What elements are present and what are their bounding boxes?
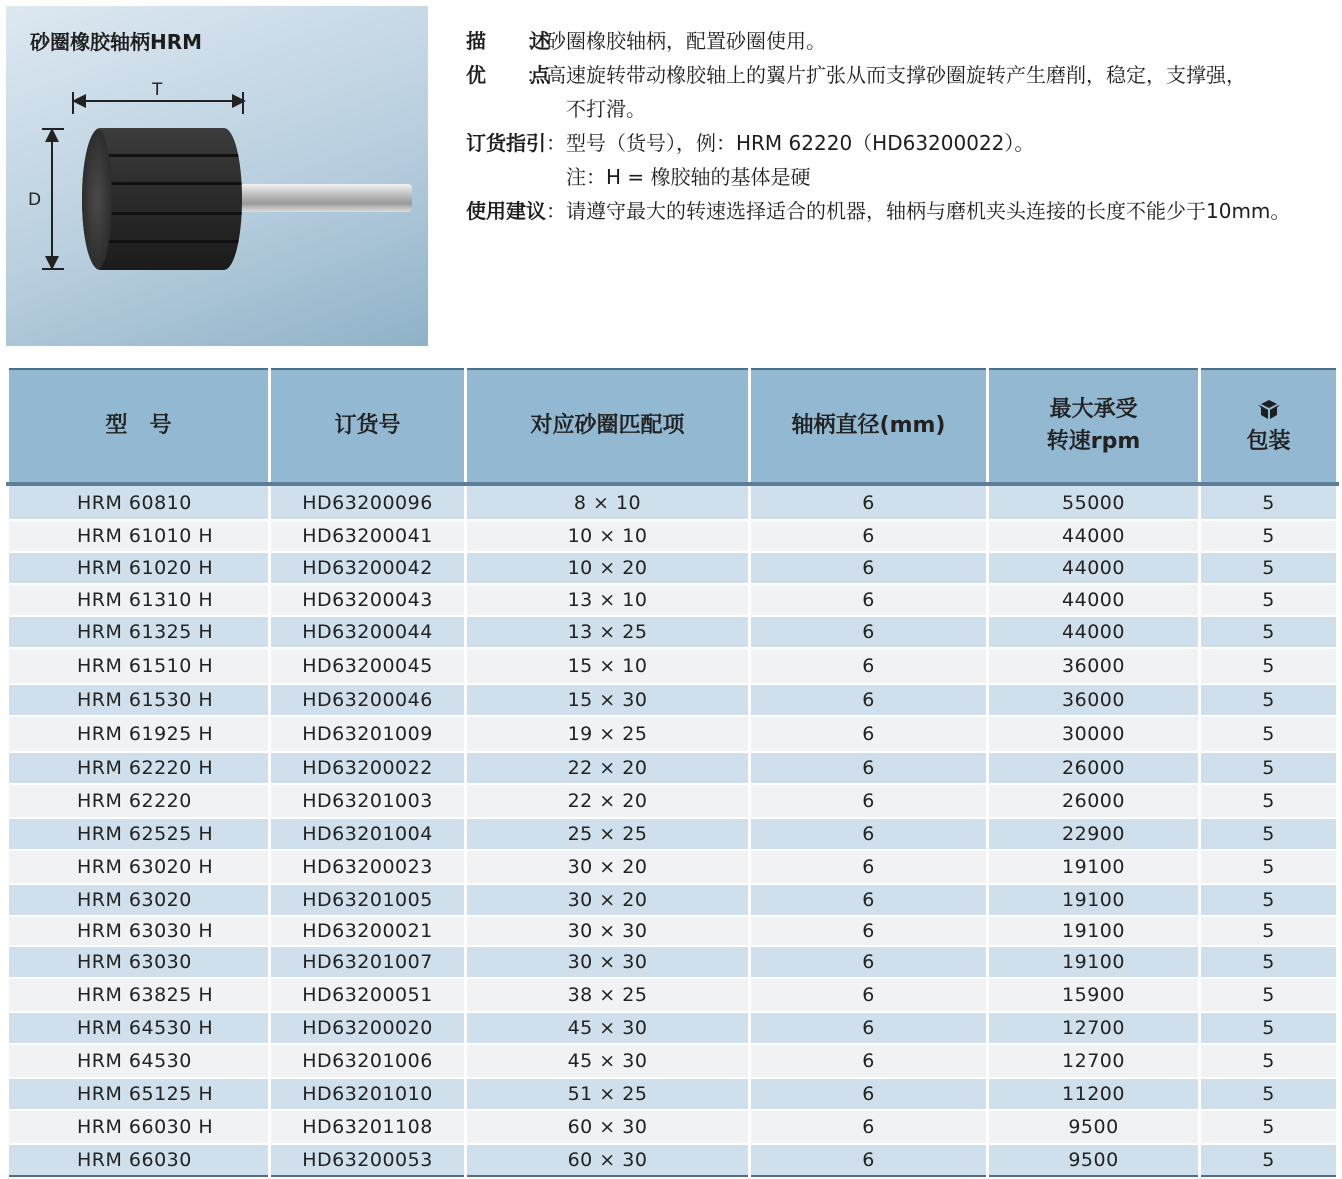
cell-match: 60 × 30 [466, 1110, 750, 1144]
header-order-no: 订货号 [270, 369, 466, 484]
desc-label: 使用建议 [466, 199, 546, 223]
cell-max-rpm: 55000 [988, 484, 1200, 520]
table-row [8, 616, 1338, 648]
cell-order-no: HD63201108 [270, 1110, 466, 1144]
cell-shank-diameter: 6 [750, 584, 988, 616]
desc-text: ：请遵守最大的转速选择适合的机器，轴柄与磨机夹头连接的长度不能少于10mm。 [546, 199, 1291, 223]
cell-shank-diameter: 6 [750, 520, 988, 552]
cell-max-rpm: 12700 [988, 1012, 1200, 1044]
cell-order-no: HD63200045 [270, 648, 466, 684]
cell-model: HRM 64530 [8, 1044, 270, 1078]
product-spec-table [6, 368, 1339, 1177]
cell-match: 51 × 25 [466, 1078, 750, 1110]
cell-max-rpm: 9500 [988, 1144, 1200, 1176]
header-match: 对应砂圈匹配项 [466, 369, 750, 484]
cell-match: 45 × 30 [466, 1012, 750, 1044]
header-model: 型 号 [8, 369, 270, 484]
cell-match: 19 × 25 [466, 716, 750, 752]
dimension-d-arrow [51, 130, 53, 268]
cell-packaging: 5 [1200, 1144, 1338, 1176]
cell-model: HRM 63030 [8, 946, 270, 978]
product-shaft-illustration [236, 184, 412, 212]
cell-max-rpm: 19100 [988, 946, 1200, 978]
cell-packaging: 5 [1200, 752, 1338, 784]
cell-shank-diameter: 6 [750, 784, 988, 818]
cell-match: 30 × 20 [466, 884, 750, 916]
cell-shank-diameter: 6 [750, 1144, 988, 1176]
cell-max-rpm: 36000 [988, 684, 1200, 716]
cell-match: 10 × 20 [466, 552, 750, 584]
cell-max-rpm: 26000 [988, 784, 1200, 818]
cell-shank-diameter: 6 [750, 484, 988, 520]
cell-packaging: 5 [1200, 1110, 1338, 1144]
table-row [8, 1012, 1338, 1044]
cell-order-no: HD63201010 [270, 1078, 466, 1110]
cell-packaging: 5 [1200, 552, 1338, 584]
cell-packaging: 5 [1200, 648, 1338, 684]
table-row [8, 978, 1338, 1012]
cell-shank-diameter: 6 [750, 978, 988, 1012]
table-row [8, 946, 1338, 978]
cell-max-rpm: 30000 [988, 716, 1200, 752]
cell-model: HRM 61530 H [8, 684, 270, 716]
cell-max-rpm: 36000 [988, 648, 1200, 684]
table-row [8, 716, 1338, 752]
cell-shank-diameter: 6 [750, 1012, 988, 1044]
desc-text: ：型号（货号），例：HRM 62220（HD63200022）。 [546, 131, 1035, 155]
cell-packaging: 5 [1200, 684, 1338, 716]
header-packaging [1200, 369, 1338, 484]
cell-packaging: 5 [1200, 978, 1338, 1012]
header-max-rpm-line2: 转速rpm [1046, 429, 1141, 454]
cell-packaging: 5 [1200, 584, 1338, 616]
header-shank-diameter: 轴柄直径(mm) [750, 369, 988, 484]
cell-model: HRM 61925 H [8, 716, 270, 752]
cell-match: 45 × 30 [466, 1044, 750, 1078]
cell-model: HRM 64530 H [8, 1012, 270, 1044]
cell-order-no: HD63200041 [270, 520, 466, 552]
table-row [8, 584, 1338, 616]
cell-model: HRM 66030 [8, 1144, 270, 1176]
table-row [8, 520, 1338, 552]
cell-order-no: HD63200046 [270, 684, 466, 716]
cell-shank-diameter: 6 [750, 946, 988, 978]
cell-packaging: 5 [1200, 716, 1338, 752]
cell-shank-diameter: 6 [750, 648, 988, 684]
cell-shank-diameter: 6 [750, 752, 988, 784]
header-packaging-label: 包装 [1246, 429, 1291, 454]
cell-order-no: HD63200051 [270, 978, 466, 1012]
cell-order-no: HD63200023 [270, 850, 466, 884]
cell-packaging: 5 [1200, 784, 1338, 818]
cell-match: 38 × 25 [466, 978, 750, 1012]
dimension-t-label: T [152, 80, 163, 100]
table-row [8, 484, 1338, 520]
cell-match: 30 × 30 [466, 916, 750, 946]
cell-packaging: 5 [1200, 484, 1338, 520]
cell-order-no: HD63201006 [270, 1044, 466, 1078]
desc-label: 描 述 [466, 29, 550, 53]
cell-max-rpm: 44000 [988, 552, 1200, 584]
cell-max-rpm: 19100 [988, 884, 1200, 916]
cell-model: HRM 61020 H [8, 552, 270, 584]
cell-model: HRM 63020 H [8, 850, 270, 884]
cell-match: 8 × 10 [466, 484, 750, 520]
table-row [8, 648, 1338, 684]
cell-shank-diameter: 6 [750, 884, 988, 916]
cell-packaging: 5 [1200, 520, 1338, 552]
cell-model: HRM 62525 H [8, 818, 270, 850]
cell-match: 30 × 20 [466, 850, 750, 884]
cell-model: HRM 61510 H [8, 648, 270, 684]
table-row [8, 1144, 1338, 1176]
cell-match: 60 × 30 [466, 1144, 750, 1176]
desc-label: 订货指引 [466, 131, 546, 155]
cell-max-rpm: 11200 [988, 1078, 1200, 1110]
cell-max-rpm: 19100 [988, 916, 1200, 946]
cell-order-no: HD63200021 [270, 916, 466, 946]
cell-shank-diameter: 6 [750, 616, 988, 648]
cell-match: 22 × 20 [466, 784, 750, 818]
cell-model: HRM 63825 H [8, 978, 270, 1012]
cell-shank-diameter: 6 [750, 552, 988, 584]
cell-packaging: 5 [1200, 1078, 1338, 1110]
cell-max-rpm: 44000 [988, 520, 1200, 552]
cell-shank-diameter: 6 [750, 684, 988, 716]
cell-order-no: HD63200096 [270, 484, 466, 520]
desc-text: ：高速旋转带动橡胶轴上的翼片扩张从而支撑砂圈旋转产生磨削，稳定，支撑强， [526, 63, 1246, 87]
cell-order-no: HD63200042 [270, 552, 466, 584]
product-title: 砂圈橡胶轴柄HRM [30, 30, 203, 54]
cell-match: 10 × 10 [466, 520, 750, 552]
cell-shank-diameter: 6 [750, 1044, 988, 1078]
desc-text: 注：H = 橡胶轴的基体是硬 [546, 165, 811, 189]
cell-match: 30 × 30 [466, 946, 750, 978]
cell-model: HRM 61325 H [8, 616, 270, 648]
cell-model: HRM 62220 [8, 784, 270, 818]
cell-order-no: HD63200044 [270, 616, 466, 648]
cell-packaging: 5 [1200, 818, 1338, 850]
cell-packaging: 5 [1200, 616, 1338, 648]
cell-packaging: 5 [1200, 946, 1338, 978]
cell-order-no: HD63201004 [270, 818, 466, 850]
box-icon [1257, 398, 1281, 422]
cell-max-rpm: 12700 [988, 1044, 1200, 1078]
cell-match: 15 × 30 [466, 684, 750, 716]
table-row [8, 884, 1338, 916]
cell-shank-diameter: 6 [750, 850, 988, 884]
cell-order-no: HD63200022 [270, 752, 466, 784]
cell-model: HRM 63030 H [8, 916, 270, 946]
rubber-drum-illustration [82, 128, 242, 270]
cell-packaging: 5 [1200, 1012, 1338, 1044]
cell-packaging: 5 [1200, 1044, 1338, 1078]
cell-order-no: HD63201003 [270, 784, 466, 818]
header-max-rpm [988, 369, 1200, 484]
cell-shank-diameter: 6 [750, 1078, 988, 1110]
cell-max-rpm: 22900 [988, 818, 1200, 850]
table-row [8, 784, 1338, 818]
cell-model: HRM 63020 [8, 884, 270, 916]
desc-text: ：砂圈橡胶轴柄，配置砂圈使用。 [526, 29, 826, 53]
cell-match: 15 × 10 [466, 648, 750, 684]
cell-packaging: 5 [1200, 884, 1338, 916]
cell-model: HRM 60810 [8, 484, 270, 520]
table-row [8, 1044, 1338, 1078]
table-row [8, 1078, 1338, 1110]
dimension-d-label: D [28, 190, 42, 210]
table-row [8, 818, 1338, 850]
cell-model: HRM 61310 H [8, 584, 270, 616]
cell-packaging: 5 [1200, 850, 1338, 884]
dimension-t-arrow [74, 100, 244, 102]
cell-match: 13 × 10 [466, 584, 750, 616]
table-body [8, 484, 1338, 1176]
cell-order-no: HD63201009 [270, 716, 466, 752]
cell-shank-diameter: 6 [750, 818, 988, 850]
cell-shank-diameter: 6 [750, 916, 988, 946]
cell-match: 25 × 25 [466, 818, 750, 850]
cell-max-rpm: 26000 [988, 752, 1200, 784]
desc-label: 优 点 [466, 63, 550, 87]
cell-model: HRM 66030 H [8, 1110, 270, 1144]
cell-order-no: HD63201005 [270, 884, 466, 916]
table-row [8, 850, 1338, 884]
cell-shank-diameter: 6 [750, 716, 988, 752]
header-max-rpm-line1: 最大承受 [1049, 397, 1138, 422]
table-row [8, 552, 1338, 584]
cell-model: HRM 62220 H [8, 752, 270, 784]
cell-model: HRM 65125 H [8, 1078, 270, 1110]
table-row [8, 684, 1338, 716]
cell-order-no: HD63201007 [270, 946, 466, 978]
cell-order-no: HD63200020 [270, 1012, 466, 1044]
cell-max-rpm: 19100 [988, 850, 1200, 884]
table-row [8, 1110, 1338, 1144]
table-row [8, 916, 1338, 946]
cell-match: 13 × 25 [466, 616, 750, 648]
cell-shank-diameter: 6 [750, 1110, 988, 1144]
product-image-panel [6, 6, 428, 346]
cell-max-rpm: 15900 [988, 978, 1200, 1012]
cell-max-rpm: 44000 [988, 584, 1200, 616]
cell-max-rpm: 44000 [988, 616, 1200, 648]
cell-model: HRM 61010 H [8, 520, 270, 552]
table-header-row [8, 369, 1338, 484]
desc-text: 不打滑。 [546, 97, 646, 121]
cell-order-no: HD63200043 [270, 584, 466, 616]
table-row [8, 752, 1338, 784]
cell-match: 22 × 20 [466, 752, 750, 784]
cell-packaging: 5 [1200, 916, 1338, 946]
cell-order-no: HD63200053 [270, 1144, 466, 1176]
cell-max-rpm: 9500 [988, 1110, 1200, 1144]
